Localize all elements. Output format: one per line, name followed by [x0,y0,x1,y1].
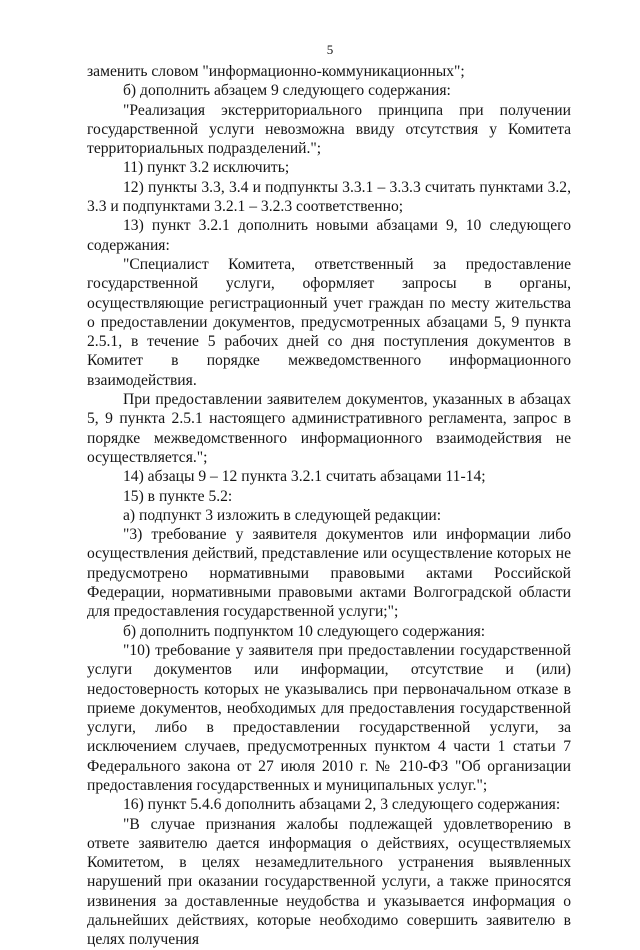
paragraph: "3) требование у заявителя документов или информации либо осуществления действий, представление или осуществление которых не предусмотрено нормативными правовыми актами Российской Федерации, нормативными правовыми актами Волгоградской области для предоставления государственной услуги;"; [87,526,571,621]
paragraph: заменить словом "информационно-коммуникационных"; [87,63,465,80]
paragraph: а) подпункт 3 изложить в следующей редакции: [123,506,442,524]
paragraph: "Специалист Комитета, ответственный за предоставление государственной услуги, оформляет запросы в органы, осуществляющие регистрационный учет граждан по месту жительства о предоставлении документов, предусмотренных абзацами 5, 9 пункта 2.5.1, в течение 5 рабочих дней со дня поступления документов в Комитет в порядке межведомственного информационного взаимодействия. [87,255,571,389]
paragraph: "Реализация экстерриториального принципа при получении государственной услуги невозможна ввиду отсутствия у Комитета территориальных подразделений."; [87,101,571,158]
paragraph: б) дополнить подпунктом 10 следующего содержания: [123,622,486,640]
paragraph: 13) пункт 3.2.1 дополнить новыми абзацами 9, 10 следующего содержания: [87,217,571,254]
paragraph: 16) пункт 5.4.6 дополнить абзацами 2, 3 следующего содержания: [123,796,561,814]
paragraph: 12) пункты 3.3, 3.4 и подпункты 3.3.1 – 3.3.3 считать пунктами 3.2, 3.3 и подпунктами 3.2.1 – 3.2.3 соответственно; [87,178,571,216]
paragraph: "10) требование у заявителя при предоставлении государственной услуги документов или информации, отсутствие и (или) недостоверность которых не указывались при первоначальном отказе в приеме документов, необходимых для предоставления государственной услуги, либо в предоставлении государственной услуги, за исключением случаев, предусмотренных пунктом 4 части 1 статьи 7 Федерального закона от 27 июля 2010 г. № 210-ФЗ "Об организации предоставления государственных и муниципальных услуг."; [87,641,571,794]
paragraph: При предоставлении заявителем документов, указанных в абзацах 5, 9 пункта 2.5.1 настоящего административного регламента, запрос в порядке межведомственного информационного взаимодействия не осуществляется."; [87,391,571,466]
paragraph: б) дополнить абзацем 9 следующего содержания: [123,82,451,100]
document-body [87,62,571,950]
paragraph: 14) абзацы 9 – 12 пункта 3.2.1 считать абзацами 11-14; [123,468,486,486]
page-number: 5 [326,42,334,57]
paragraph: 11) пункт 3.2 исключить; [123,159,290,177]
paragraph: 15) в пункте 5.2: [123,487,233,505]
paragraph: "В случае признания жалобы подлежащей удовлетворению в ответе заявителю дается информация о действиях, осуществляемых Комитетом, в целях незамедлительного устранения выявленных нарушений при оказании государственной услуги, а также приносятся извинения за доставленные неудобства и указывается информация о дальнейших действиях, которые необходимо совершить заявителю в целях получения [87,815,571,949]
